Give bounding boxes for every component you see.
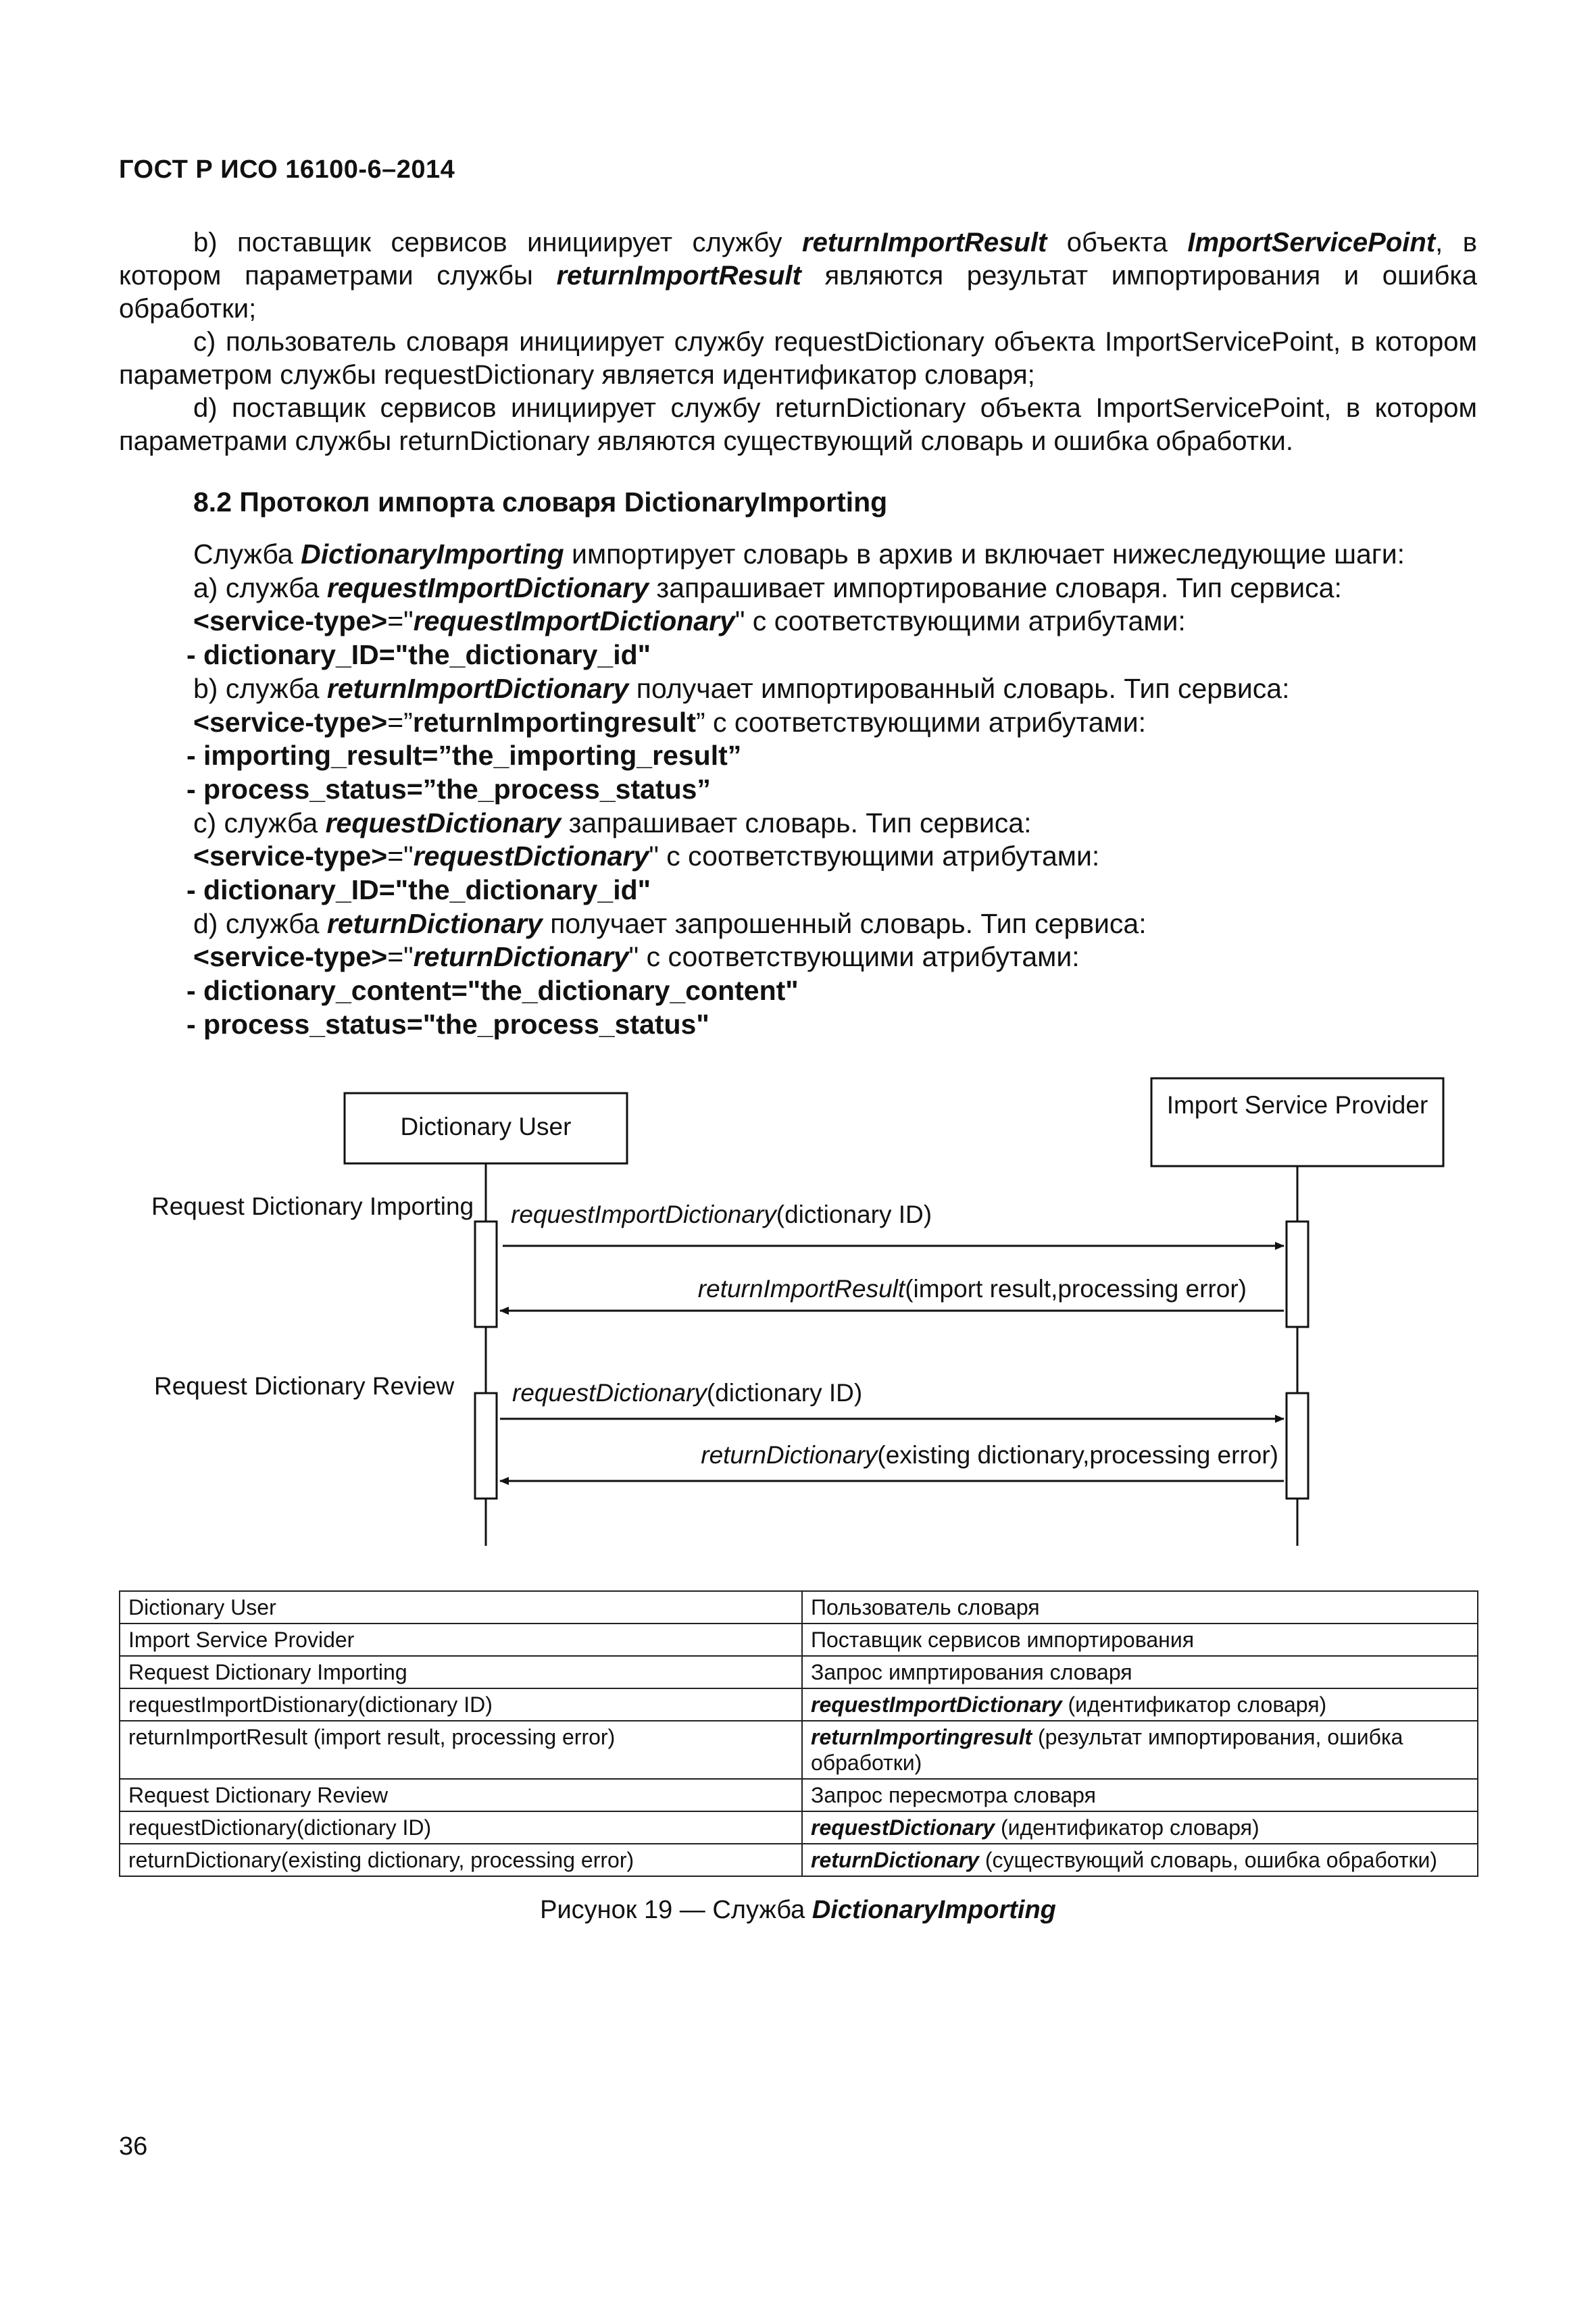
step-d-attr: - process_status="the_process_status" <box>186 1008 709 1040</box>
activation-user-2 <box>475 1393 497 1499</box>
document-code-header: ГОСТ Р ИСО 16100-6–2014 <box>119 155 455 184</box>
table-row <box>120 1844 1478 1876</box>
step-d-type: <service-type>="returnDictionary" с соответствующими атрибутами: <box>193 941 1080 973</box>
table-row <box>120 1811 1478 1844</box>
legend-cell-en: Request Dictionary Importing <box>120 1656 802 1688</box>
table-row <box>120 1624 1478 1656</box>
legend-cell-en: Request Dictionary Review <box>120 1779 802 1811</box>
legend-cell-en: requestDictionary(dictionary ID) <box>120 1811 802 1844</box>
activation-provider-1 <box>1287 1222 1308 1327</box>
step-c: c) служба requestDictionary запрашивает словарь. Тип сервиса: <box>193 807 1032 838</box>
legend-table <box>119 1590 1478 1877</box>
step-d-attr: - dictionary_content="the_dictionary_content" <box>186 975 799 1007</box>
legend-cell-ru: returnImportingresult (результат импортирования, ошибка обработки) <box>802 1721 1478 1779</box>
legend-cell-ru: requestImportDictionary (идентификатор словаря) <box>802 1688 1478 1721</box>
phase-label-importing: Request Dictionary Importing <box>151 1192 474 1220</box>
legend-cell-en: returnDictionary(existing dictionary, processing error) <box>120 1844 802 1876</box>
service-steps <box>186 538 1511 1042</box>
legend-cell-ru: Пользователь словаря <box>802 1591 1478 1624</box>
table-row <box>120 1721 1478 1779</box>
table-row <box>120 1688 1478 1721</box>
paragraph-item-d: d) поставщик сервисов инициирует службу returnDictionary объекта ImportServicePoint, в котором параметрами службы returnDictionary являются существующий словарь и ошибка обработки. <box>119 393 1477 456</box>
step-b-type: <service-type>=”returnImportingresult” с соответствующими атрибутами: <box>193 706 1147 738</box>
service-lead: Служба DictionaryImporting импортирует словарь в архив и включает нижеследующие шаги: <box>193 538 1405 570</box>
paragraph-item-c: c) пользователь словаря инициирует службу requestDictionary объекта ImportServicePoint, в котором параметром службы requestDictionary является идентификатор словаря; <box>119 327 1478 390</box>
section-title: 8.2 Протокол импорта словаря DictionaryImporting <box>193 486 888 518</box>
paragraph-item-b: b) поставщик сервисов инициирует службу returnImportResult объекта ImportServicePoint, в котором параметрами службы returnImportResult являются результат импортирования и ошибка обработки; <box>119 228 1477 324</box>
step-a: a) служба requestImportDictionary запрашивает импортирование словаря. Тип сервиса: <box>193 572 1342 603</box>
page-number: 36 <box>119 2132 148 2161</box>
legend-cell-ru: Запрос импртирования словаря <box>802 1656 1478 1688</box>
actor-label-provider: Import Service Provider <box>1166 1090 1428 1119</box>
legend-cell-en: Dictionary User <box>120 1591 802 1624</box>
legend-cell-ru: Запрос пересмотра словаря <box>802 1779 1478 1811</box>
legend-cell-ru: Поставщик сервисов импортирования <box>802 1624 1478 1656</box>
sequence-diagram <box>0 1047 1596 1554</box>
step-b-attr: - process_status=”the_process_status” <box>186 773 711 805</box>
step-a-type: <service-type>="requestImportDictionary" с соответствующими атрибутами: <box>193 605 1186 637</box>
table-row <box>120 1591 1478 1624</box>
step-c-type: <service-type>="requestDictionary" с соответствующими атрибутами: <box>193 840 1100 872</box>
activation-user-1 <box>475 1222 497 1327</box>
phase-label-review: Request Dictionary Review <box>154 1372 455 1400</box>
message-label-return-import: returnImportResult(import result,processing error) <box>697 1275 1247 1303</box>
message-label-request-dictionary: requestDictionary(dictionary ID) <box>512 1379 863 1407</box>
step-b: b) служба returnImportDictionary получает импортированный словарь. Тип сервиса: <box>193 672 1290 704</box>
step-c-attr: - dictionary_ID="the_dictionary_id" <box>186 874 651 906</box>
figure-caption: Рисунок 19 — Служба DictionaryImporting <box>540 1896 1056 1924</box>
table-row <box>120 1779 1478 1811</box>
actor-label-user: Dictionary User <box>400 1112 572 1140</box>
message-label-request-import: requestImportDictionary(dictionary ID) <box>511 1201 932 1228</box>
step-b-attr: - importing_result=”the_importing_result” <box>186 740 742 772</box>
legend-cell-en: Import Service Provider <box>120 1624 802 1656</box>
legend-cell-en: requestImportDistionary(dictionary ID) <box>120 1688 802 1721</box>
legend-cell-ru: requestDictionary (идентификатор словаря) <box>802 1811 1478 1844</box>
message-label-return-dictionary: returnDictionary(existing dictionary,processing error) <box>701 1441 1278 1469</box>
table-row <box>120 1656 1478 1688</box>
legend-cell-ru: returnDictionary (существующий словарь, ошибка обработки) <box>802 1844 1478 1876</box>
step-a-attr: - dictionary_ID="the_dictionary_id" <box>186 639 651 671</box>
legend-cell-en: returnImportResult (import result, processing error) <box>120 1721 802 1779</box>
step-d: d) служба returnDictionary получает запрошенный словарь. Тип сервиса: <box>193 907 1147 939</box>
activation-provider-2 <box>1287 1393 1308 1499</box>
